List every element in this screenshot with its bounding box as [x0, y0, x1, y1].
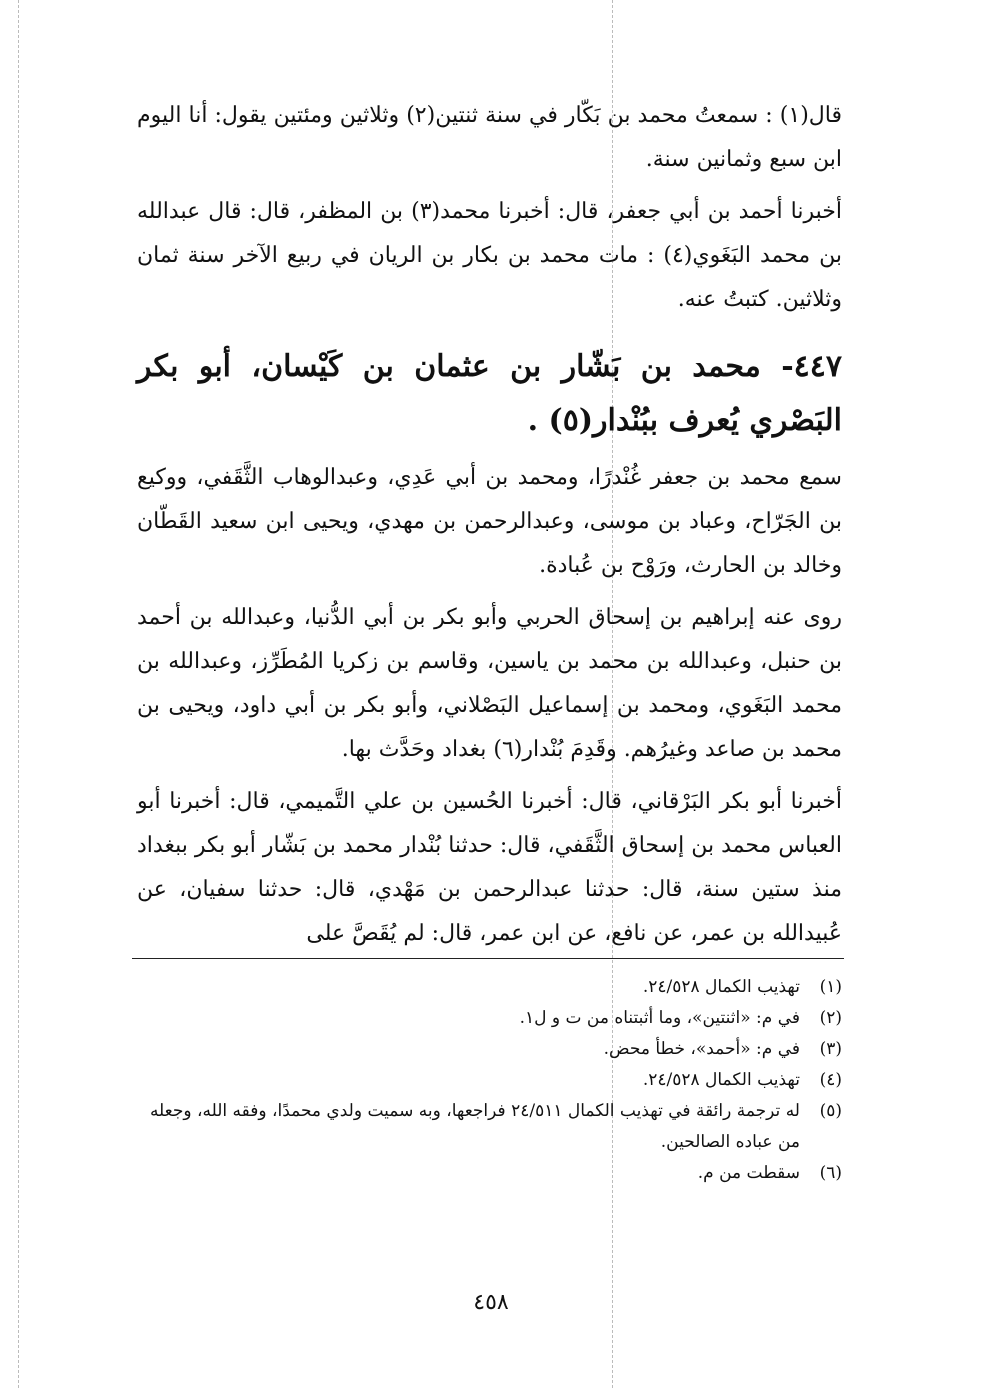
- footnote-text: له ترجمة رائقة في تهذيب الكمال ٢٤/٥١١ فراجعها، وبه سميت ولدي محمدًا، وفقه الله، وجعله من عباده الصالحين.: [149, 1101, 800, 1152]
- footnote-number: (٣): [819, 1039, 842, 1059]
- scan-artifact-line: [18, 0, 19, 1388]
- footnote: [130, 1065, 842, 1096]
- entry-heading-block: [137, 340, 842, 448]
- footnote-number: (٢): [819, 1008, 842, 1028]
- footnote: [130, 972, 842, 1003]
- entry-heading: ٤٤٧- محمد بن بَشّار بن عثمان بن كَيْسان، أبو بكر البَصْري يُعرف ببُنْدار(٥) .: [137, 349, 842, 438]
- footnote: [130, 1158, 842, 1189]
- footnote-text: في م: «اثنتين»، وما أثبتناه من ت و ل١.: [519, 1008, 800, 1028]
- paragraph: روى عنه إبراهيم بن إسحاق الحربي وأبو بكر بن أبي الدُّنيا، وعبدالله بن أحمد بن حنبل، وعبدالله بن محمد بن ياسين، وقاسم بن زكريا المُطَرِّز، وعبدالله بن محمد البَغَوي، ومحمد بن إسماعيل البَصْلاني، وأبو بكر بن أبي داود، ويحيى بن محمد بن صاعد وغيرُهم. وقَدِمَ بُنْدار(٦) بغداد وحَدَّث بها.: [137, 605, 842, 762]
- footnote-number: (٤): [819, 1070, 842, 1090]
- paragraph: أخبرنا أبو بكر البَرْقاني، قال: أخبرنا الحُسين بن علي التَّميمي، قال: أخبرنا أبو العباس محمد بن إسحاق الثَّقَفي، قال: حدثنا بُنْدار محمد بن بَشّار أبو بكر ببغداد منذ ستين سنة، قال: حدثنا عبدالرحمن بن مَهْدي، قال: حدثنا سفيان، عن عُبيدالله بن عمر، عن نافع، عن ابن عمر، قال: لم يُقَصَّ على: [137, 789, 842, 946]
- footnote-text: تهذيب الكمال ٢٤/٥٢٨.: [642, 977, 800, 997]
- footnote: [130, 1034, 842, 1065]
- footnotes: [130, 972, 842, 1189]
- footnote-text: في م: «أحمد»، خطأ محض.: [603, 1039, 800, 1059]
- preceding-entry-text: [137, 94, 842, 322]
- footnote: [130, 1096, 842, 1158]
- footnote: [130, 1003, 842, 1034]
- entry-body: [137, 456, 842, 956]
- footnote-number: (١): [819, 977, 842, 997]
- page-number: ٤٥٨: [473, 1290, 509, 1315]
- paragraph: قال(١) : سمعتُ محمد بن بَكّار في سنة ثنتين(٢) وثلاثين ومئتين يقول: أنا اليوم ابن سبع وثمانين سنة.: [137, 103, 842, 172]
- footnote-number: (٦): [819, 1163, 842, 1183]
- footnote-separator: [132, 958, 844, 959]
- footnote-number: (٥): [819, 1101, 842, 1121]
- paragraph: أخبرنا أحمد بن أبي جعفر، قال: أخبرنا محمد(٣) بن المظفر، قال: قال عبدالله بن محمد البَغَوي(٤) : مات محمد بن بكار بن الريان في ربيع الآخر سنة ثمان وثلاثين. كتبتُ عنه.: [137, 199, 843, 312]
- footnote-text: تهذيب الكمال ٢٤/٥٢٨.: [642, 1070, 800, 1090]
- paragraph: سمع محمد بن جعفر غُنْدرًا، ومحمد بن أبي عَدِي، وعبدالوهاب الثَّقَفي، ووكيع بن الجَرّاح، وعباد بن موسى، وعبدالرحمن بن مهدي، ويحيى ابن سعيد القَطّان وخالد بن الحارث، ورَوْح بن عُبادة.: [137, 465, 842, 578]
- footnote-text: سقطت من م.: [697, 1163, 800, 1183]
